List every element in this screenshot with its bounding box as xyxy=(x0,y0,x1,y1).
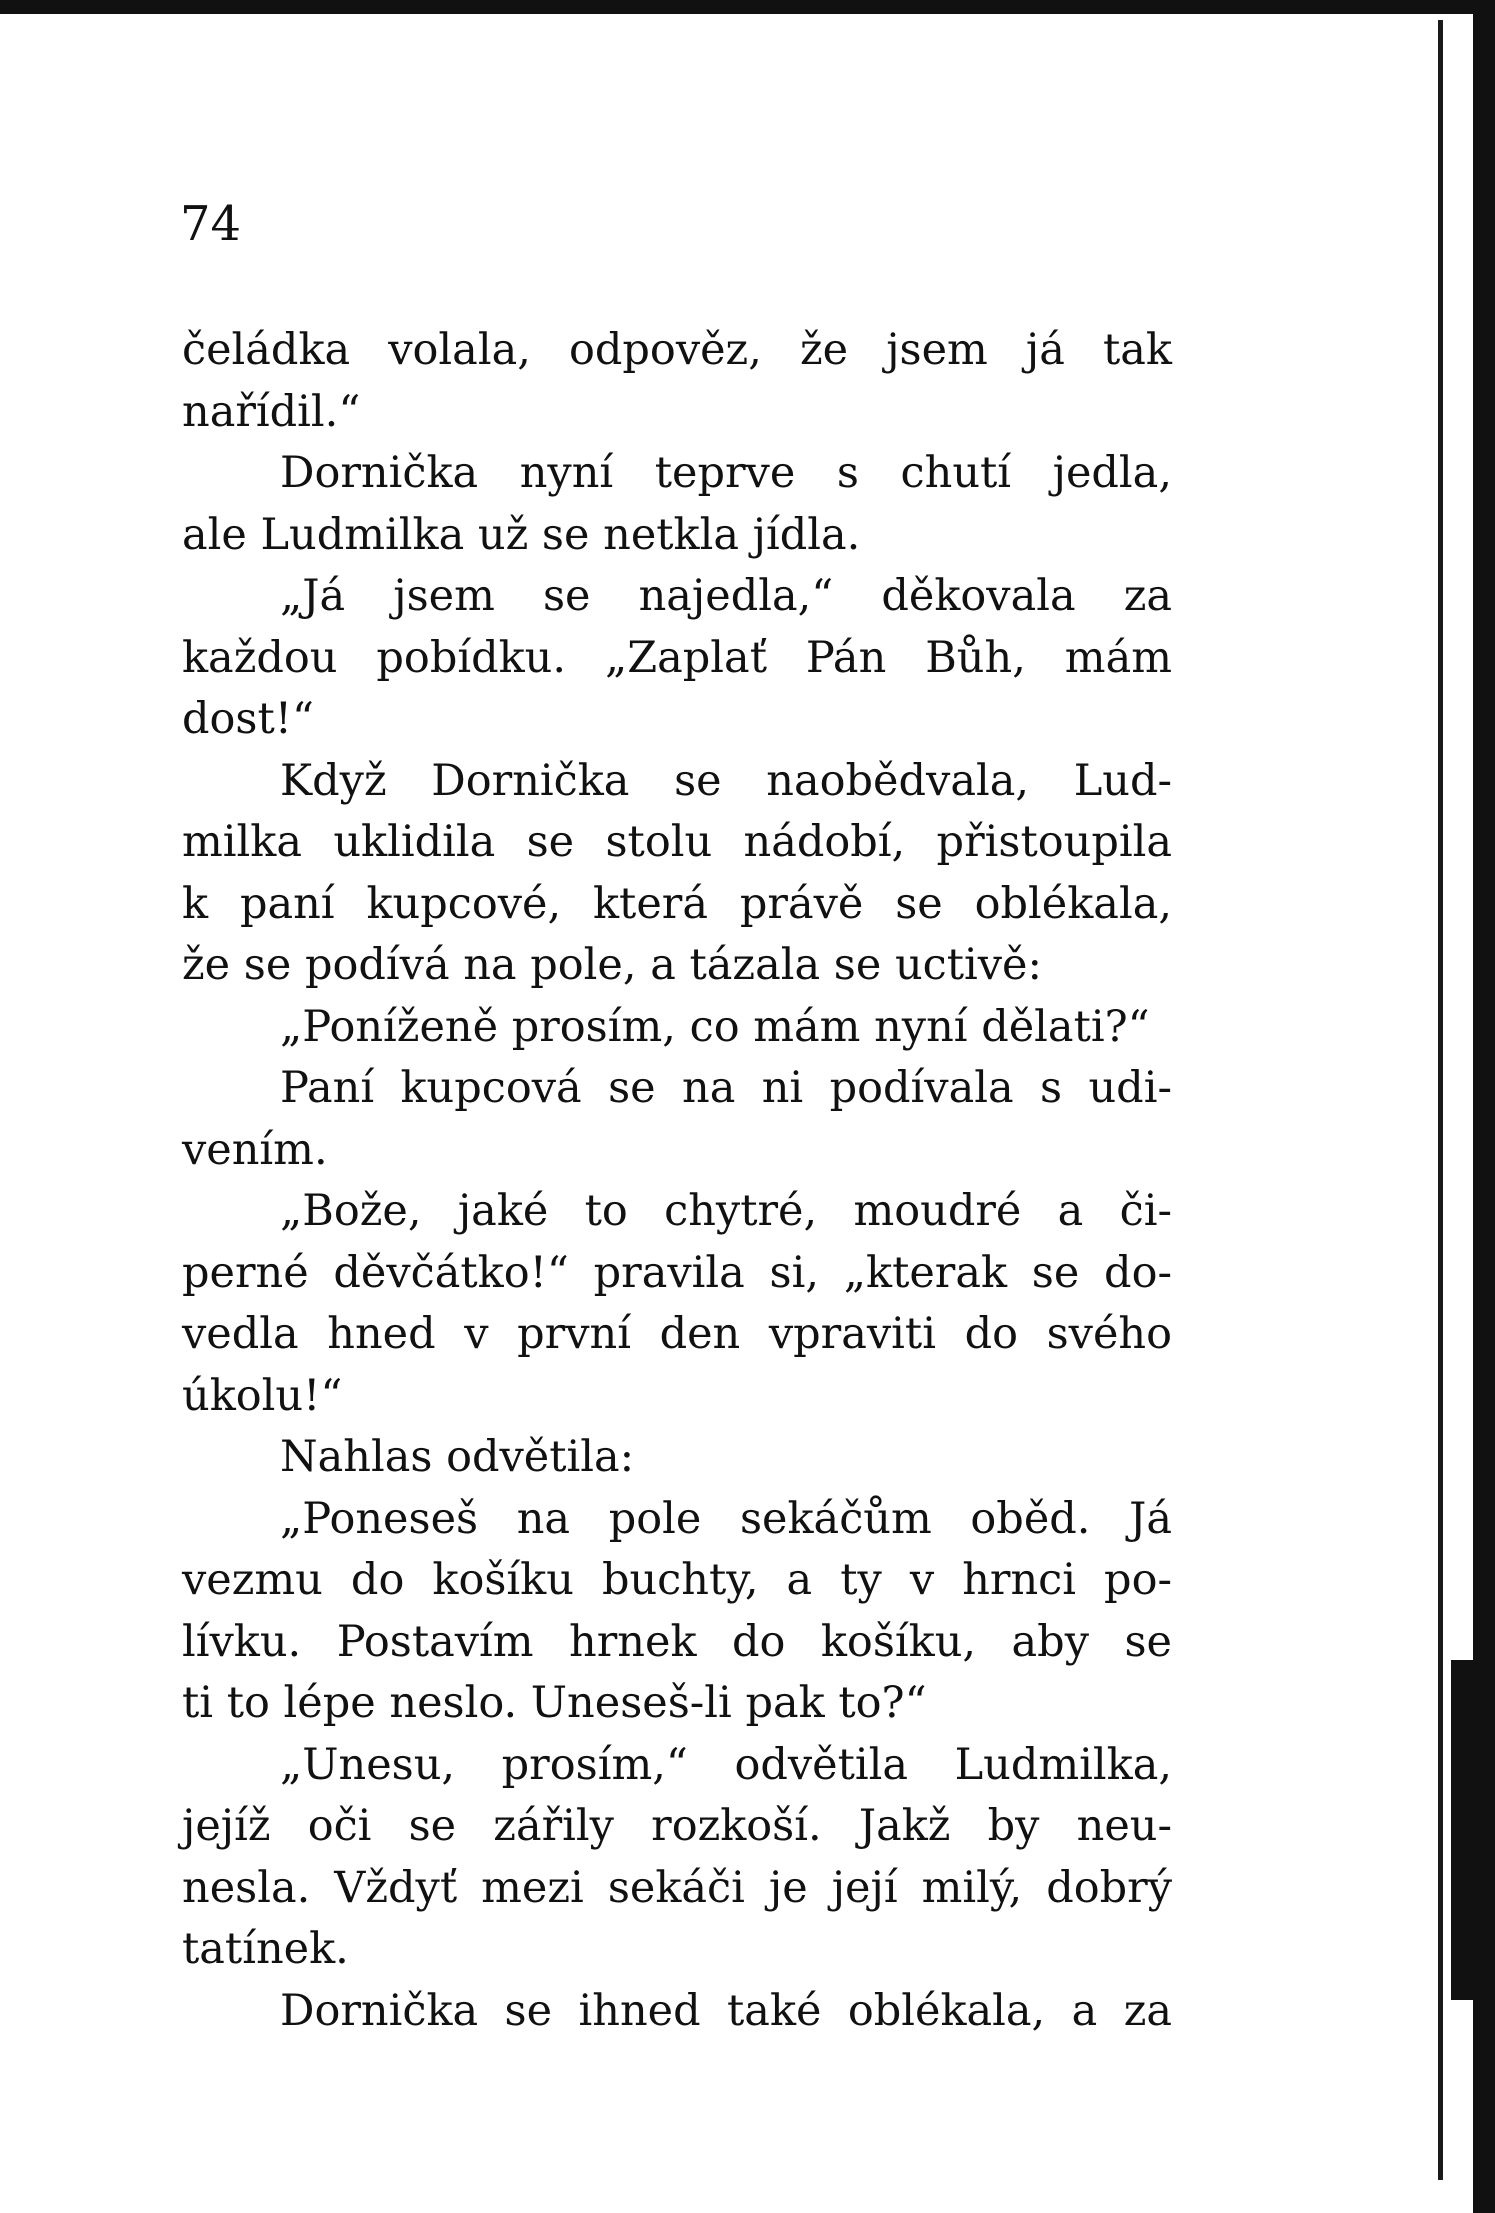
text-line: čeládka volala, odpověz, že jsem já tak xyxy=(182,325,1172,375)
text-line: vedla hned v první den vpraviti do svého xyxy=(182,1309,1172,1359)
text-line: Paní kupcová se na ni podívala s udi- xyxy=(280,1063,1172,1113)
text-line: dost!“ xyxy=(182,694,315,744)
text-line: Nahlas odvětila: xyxy=(280,1432,635,1482)
text-line: Když Dornička se naobědvala, Lud- xyxy=(280,755,1172,806)
text-line: tatínek. xyxy=(182,1924,349,1974)
text-line: perné děvčátko!“ pravila si, „kterak se do- xyxy=(182,1247,1172,1298)
text-line: ale Ludmilka už se netkla jídla. xyxy=(182,509,861,560)
text-line: „Poníženě prosím, co mám nyní dělati?“ xyxy=(280,1001,1150,1052)
page-gutter-line xyxy=(1438,20,1443,2180)
text-line: vením. xyxy=(182,1124,328,1175)
text-line: každou pobídku. „Zaplať Pán Bůh, mám xyxy=(182,632,1172,683)
text-line: nesla. Vždyť mezi sekáči je její milý, dobrý xyxy=(182,1862,1172,1913)
text-line: lívku. Postavím hrnek do košíku, aby se xyxy=(182,1616,1172,1667)
page-gutter-shadow xyxy=(1451,1660,1477,2000)
text-line: Dornička nyní teprve s chutí jedla, xyxy=(280,448,1172,498)
text-line: „Unesu, prosím,“ odvětila Ludmilka, xyxy=(280,1739,1172,1790)
text-line: vezmu do košíku buchty, a ty v hrnci po- xyxy=(182,1555,1172,1605)
text-line: milka uklidila se stolu nádobí, přistoupila xyxy=(182,817,1172,867)
text-line: „Bože, jaké to chytré, moudré a či- xyxy=(280,1186,1172,1236)
text-line: „Já jsem se najedla,“ děkovala za xyxy=(280,571,1172,621)
text-line: úkolu!“ xyxy=(182,1370,343,1421)
text-line: ti to lépe neslo. Uneseš-li pak to?“ xyxy=(182,1678,927,1728)
text-line: jejíž oči se zářily rozkoší. Jakž by neu- xyxy=(182,1801,1172,1851)
body-text xyxy=(182,320,1172,2042)
text-line: „Poneseš na pole sekáčům oběd. Já xyxy=(280,1493,1172,1544)
page-number: 74 xyxy=(180,196,242,252)
scan-top-edge xyxy=(0,0,1495,14)
text-line: nařídil.“ xyxy=(182,386,361,437)
text-line: že se podívá na pole, a tázala se uctivě: xyxy=(182,940,1042,990)
text-line: k paní kupcové, která právě se oblékala, xyxy=(182,878,1172,929)
text-line: Dornička se ihned také oblékala, a za xyxy=(280,1985,1172,2036)
